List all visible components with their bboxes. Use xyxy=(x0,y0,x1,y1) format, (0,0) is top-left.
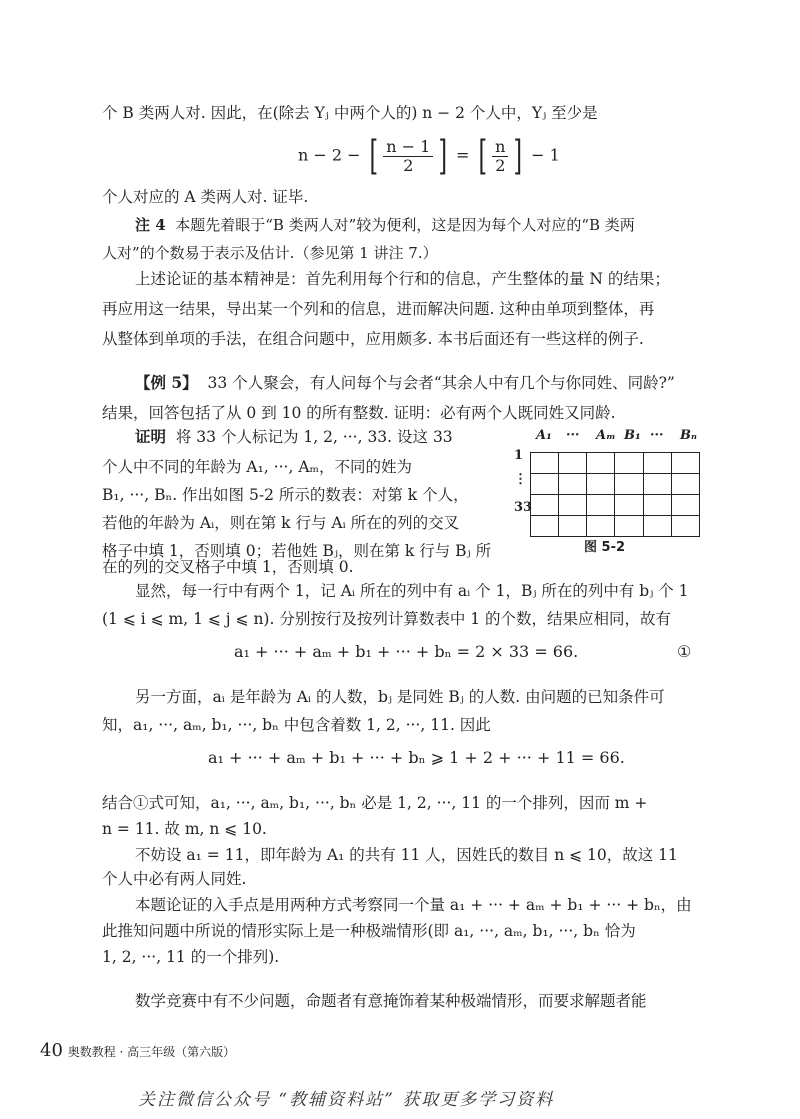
example-text: 33 个人聚会，有人问每个与会者“其余人中有几个与你同姓、同龄?” xyxy=(207,374,675,392)
proof-text: 将 33 个人标记为 1, 2, ···, 33. 设这 33 xyxy=(175,428,453,446)
text-line: 显然，每一行中有两个 1，记 Aᵢ 所在的列中有 aᵢ 个 1，Bⱼ 所在的列中有 bⱼ 个 1 xyxy=(135,582,689,600)
fraction-numerator: n − 1 xyxy=(383,138,433,157)
text-line: 个 B 类两人对. 因此，在(除去 Yⱼ 中两个人的) n − 2 个人中，Yⱼ 至少是 xyxy=(102,104,598,122)
text-line: 个人中不同的年龄为 A₁, ···, Aₘ，不同的姓为 xyxy=(102,458,413,476)
text-line: 另一方面，aᵢ 是年龄为 Aᵢ 的人数，bⱼ 是同姓 Bⱼ 的人数. 由问题的已知条件可 xyxy=(135,688,665,706)
column-header: ··· xyxy=(566,428,580,443)
eq-equals: = xyxy=(456,145,470,165)
figure-grid xyxy=(530,452,700,537)
note-line xyxy=(102,210,700,240)
proof-line xyxy=(102,422,502,452)
fraction-denominator: 2 xyxy=(495,155,506,175)
text-line: 格子中填 1，否则填 0；若他姓 Bⱼ，则在第 k 行与 Bⱼ 所 xyxy=(102,542,492,560)
column-header: Bₙ xyxy=(680,428,697,443)
watermark: 关注微信公众号 “教辅资料站” 获取更多学习资料 xyxy=(138,1090,555,1110)
text-line: 数学竞赛中有不少问题，命题者有意掩饰着某种极端情形，而要求解题者能 xyxy=(135,992,647,1010)
example-label: 【例 5】 xyxy=(135,373,198,392)
note-text: 本题先着眼于“B 类两人对”较为便利，这是因为每个人对应的“B 类两 xyxy=(175,216,635,234)
text-line: 本题论证的入手点是用两种方式考察同一个量 a₁ + ··· + aₘ + b₁ + ··· + bₙ，由 xyxy=(135,896,692,914)
equation-inequality: a₁ + ··· + aₘ + b₁ + ··· + bₙ ⩾ 1 + 2 + ··· + 11 = 66. xyxy=(208,748,625,767)
row-label: ⋮ xyxy=(514,472,527,487)
row-label: 33 xyxy=(514,500,533,515)
text-line: 在的列的交叉格子中填 1，否则填 0. xyxy=(102,558,354,576)
proof-label: 证明 xyxy=(135,427,167,446)
text-line: 若他的年龄为 Aᵢ，则在第 k 行与 Aᵢ 所在的列的交叉 xyxy=(102,514,460,532)
figure-caption: 图 5-2 xyxy=(584,540,626,555)
fraction-numerator: n xyxy=(492,138,508,157)
text-line: (1 ⩽ i ⩽ m, 1 ⩽ j ⩽ n). 分别按行及按列计算数表中 1 的个数，结果应相同，故有 xyxy=(102,610,672,628)
text-line: 不妨设 a₁ = 11，即年龄为 A₁ 的共有 11 人，因姓氏的数目 n ⩽ 10，故这 11 xyxy=(135,846,678,864)
equation-floor xyxy=(298,133,560,179)
eq-right: − 1 xyxy=(531,145,560,165)
book-title: 奥数教程 · 高三年级（第六版） xyxy=(67,1045,236,1059)
equation-sum: a₁ + ··· + aₘ + b₁ + ··· + bₙ = 2 × 33 = 66. xyxy=(234,642,579,661)
right-bracket-icon: ] xyxy=(513,133,523,179)
text-line: 从整体到单项的手法，在组合问题中，应用颇多. 本书后面还有一些这样的例子. xyxy=(102,330,644,348)
example-heading xyxy=(102,368,700,398)
fraction xyxy=(492,138,508,175)
column-header: A₁ xyxy=(536,428,552,443)
text-line: 结合①式可知，a₁, ···, aₘ, b₁, ···, bₙ 必是 1, 2, ···, 11 的一个排列，因而 m + xyxy=(102,794,648,812)
column-header: Aₘ xyxy=(596,428,616,443)
text-line: 此推知问题中所说的情形实际上是一种极端情形(即 a₁, ···, aₘ, b₁, ···, bₙ 恰为 xyxy=(102,922,636,940)
note-label: 注 4 xyxy=(135,216,166,234)
text-line: 结果，回答包括了从 0 到 10 的所有整数. 证明：必有两个人既同姓又同龄. xyxy=(102,404,616,422)
text-line: n = 11. 故 m, n ⩽ 10. xyxy=(102,820,267,838)
page-number: 40 xyxy=(40,1040,63,1061)
right-bracket-icon: ] xyxy=(438,133,448,179)
text-line: 个人中必有两人同姓. xyxy=(102,870,247,888)
left-bracket-icon: [ xyxy=(478,133,487,179)
column-header: ··· xyxy=(650,428,664,443)
eq-left: n − 2 − xyxy=(298,145,361,165)
text-line: B₁, ···, Bₙ. 作出如图 5-2 所示的数表：对第 k 个人， xyxy=(102,486,469,504)
note-line: 人对”的个数易于表示及估计.（参见第 1 讲注 7.） xyxy=(102,244,438,262)
column-header: B₁ xyxy=(624,428,641,443)
text-line: 再应用这一结果，导出某一个列和的信息，进而解决问题. 这种由单项到整体，再 xyxy=(102,300,655,318)
text-line: 1, 2, ···, 11 的一个排列). xyxy=(102,948,280,966)
text-line: 个人对应的 A 类两人对. 证毕. xyxy=(102,188,309,206)
row-label: 1 xyxy=(514,448,524,463)
left-bracket-icon: [ xyxy=(369,133,378,179)
fraction xyxy=(383,138,433,175)
fraction-denominator: 2 xyxy=(403,155,414,175)
text-line: 知，a₁, ···, aₘ, b₁, ···, bₙ 中包含着数 1, 2, ···, 11. 因此 xyxy=(102,716,491,734)
equation-tag: ① xyxy=(677,642,692,661)
text-line: 上述论证的基本精神是：首先利用每个行和的信息，产生整体的量 N 的结果； xyxy=(135,270,670,288)
page-footer xyxy=(40,1040,235,1061)
